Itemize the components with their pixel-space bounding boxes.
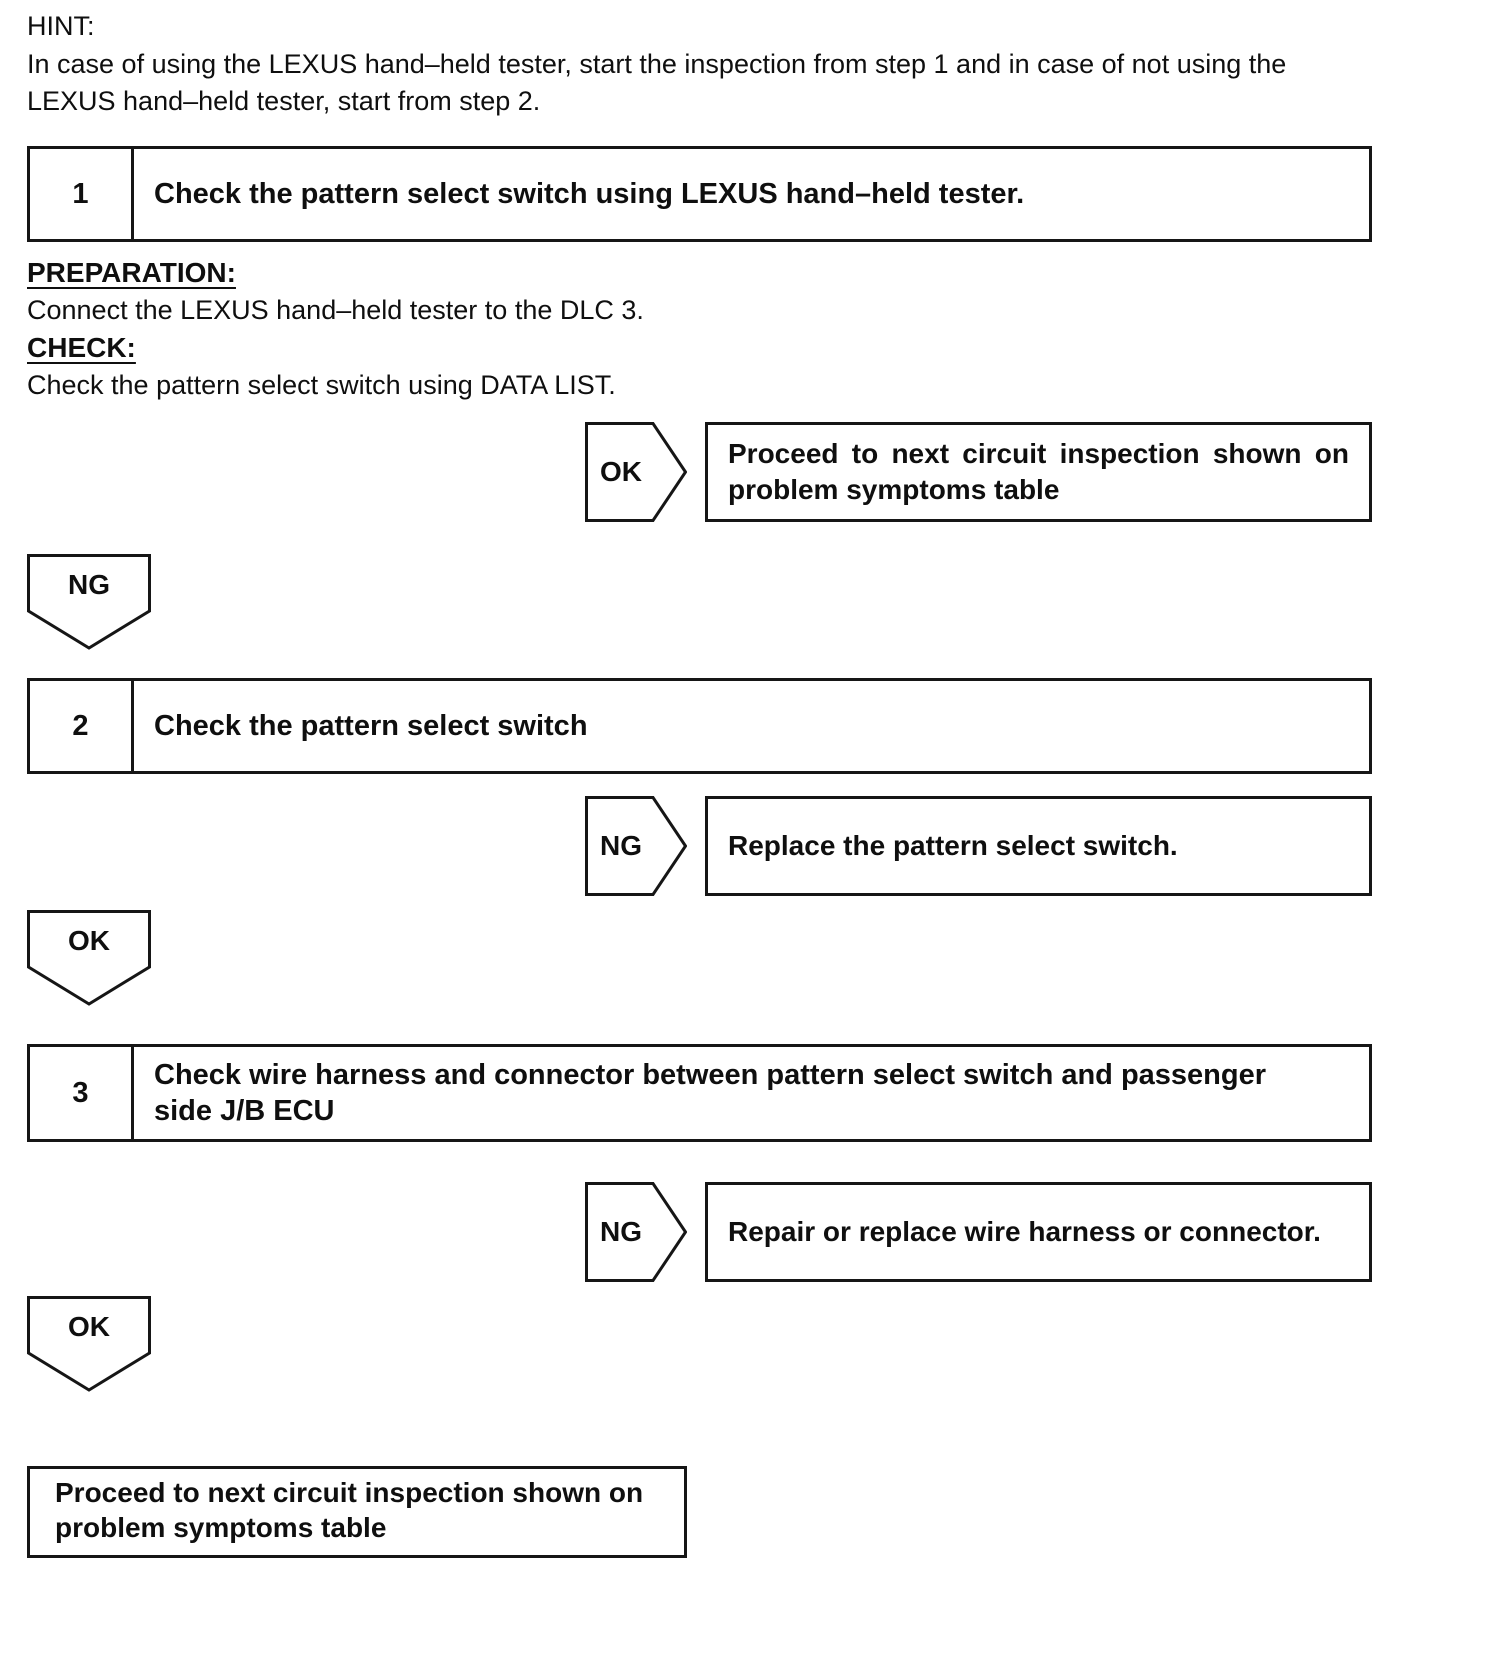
ok-right-connector	[585, 422, 687, 522]
content	[27, 10, 1372, 1558]
step-2-title-text: Check the pattern select switch	[154, 710, 588, 742]
preparation-text: Connect the LEXUS hand–held tester to the DLC 3.	[27, 295, 644, 325]
check-label: CHECK:	[27, 332, 136, 363]
branch-result-text-2: Replace the pattern select switch.	[728, 830, 1178, 861]
hint-label: HINT:	[27, 11, 95, 41]
ok-connector-label: OK	[600, 456, 642, 487]
step-1-box	[27, 146, 1372, 242]
step-2-box	[27, 678, 1372, 774]
ng-connector-label-1: NG	[600, 830, 642, 861]
branch-result-box-1	[705, 422, 1372, 522]
branch-result-text-3: Repair or replace wire harness or connector.	[728, 1216, 1321, 1247]
step-2-number: 2	[30, 681, 134, 771]
step-3-title	[134, 1047, 1369, 1139]
ng-right-connector-2	[585, 1182, 687, 1282]
hint-text: In case of using the LEXUS hand–held tester, start the inspection from step 1 and in case of not using the LEXUS hand–held tester, start from step 2.	[27, 49, 1287, 116]
step-3-box	[27, 1044, 1372, 1142]
step-1-number: 1	[30, 149, 134, 239]
ok-down-label-1: OK	[68, 925, 110, 956]
ok-down-connector-1	[27, 910, 151, 1006]
branch-result-text-1: Proceed to next circuit inspection shown on problem symptoms table	[728, 438, 1349, 505]
step-2-title	[134, 681, 1369, 771]
step-1-title	[134, 149, 1369, 239]
branch-result-box-3	[705, 1182, 1372, 1282]
check-text: Check the pattern select switch using DATA LIST.	[27, 370, 616, 400]
ng-down-label: NG	[68, 569, 110, 600]
ng-down-connector	[27, 554, 151, 650]
branch-row-ng-1	[585, 796, 1372, 896]
final-result-text: Proceed to next circuit inspection shown on problem symptoms table	[55, 1477, 644, 1543]
branch-result-box-2	[705, 796, 1372, 896]
branch-row-ng-2	[585, 1182, 1372, 1282]
ok-down-label-2: OK	[68, 1311, 110, 1342]
branch-row-ok-1	[585, 422, 1372, 522]
step-1-title-text: Check the pattern select switch using LEXUS hand–held tester.	[154, 178, 1025, 210]
ok-down-connector-2	[27, 1296, 151, 1392]
ng-connector-label-2: NG	[600, 1216, 642, 1247]
ng-right-connector-1	[585, 796, 687, 896]
step-3-number: 3	[30, 1047, 134, 1139]
preparation-label: PREPARATION:	[27, 257, 236, 288]
step-3-title-text: Check wire harness and connector between pattern select switch and passenger side J/B ECU	[154, 1059, 1267, 1127]
final-result-box	[27, 1466, 687, 1558]
